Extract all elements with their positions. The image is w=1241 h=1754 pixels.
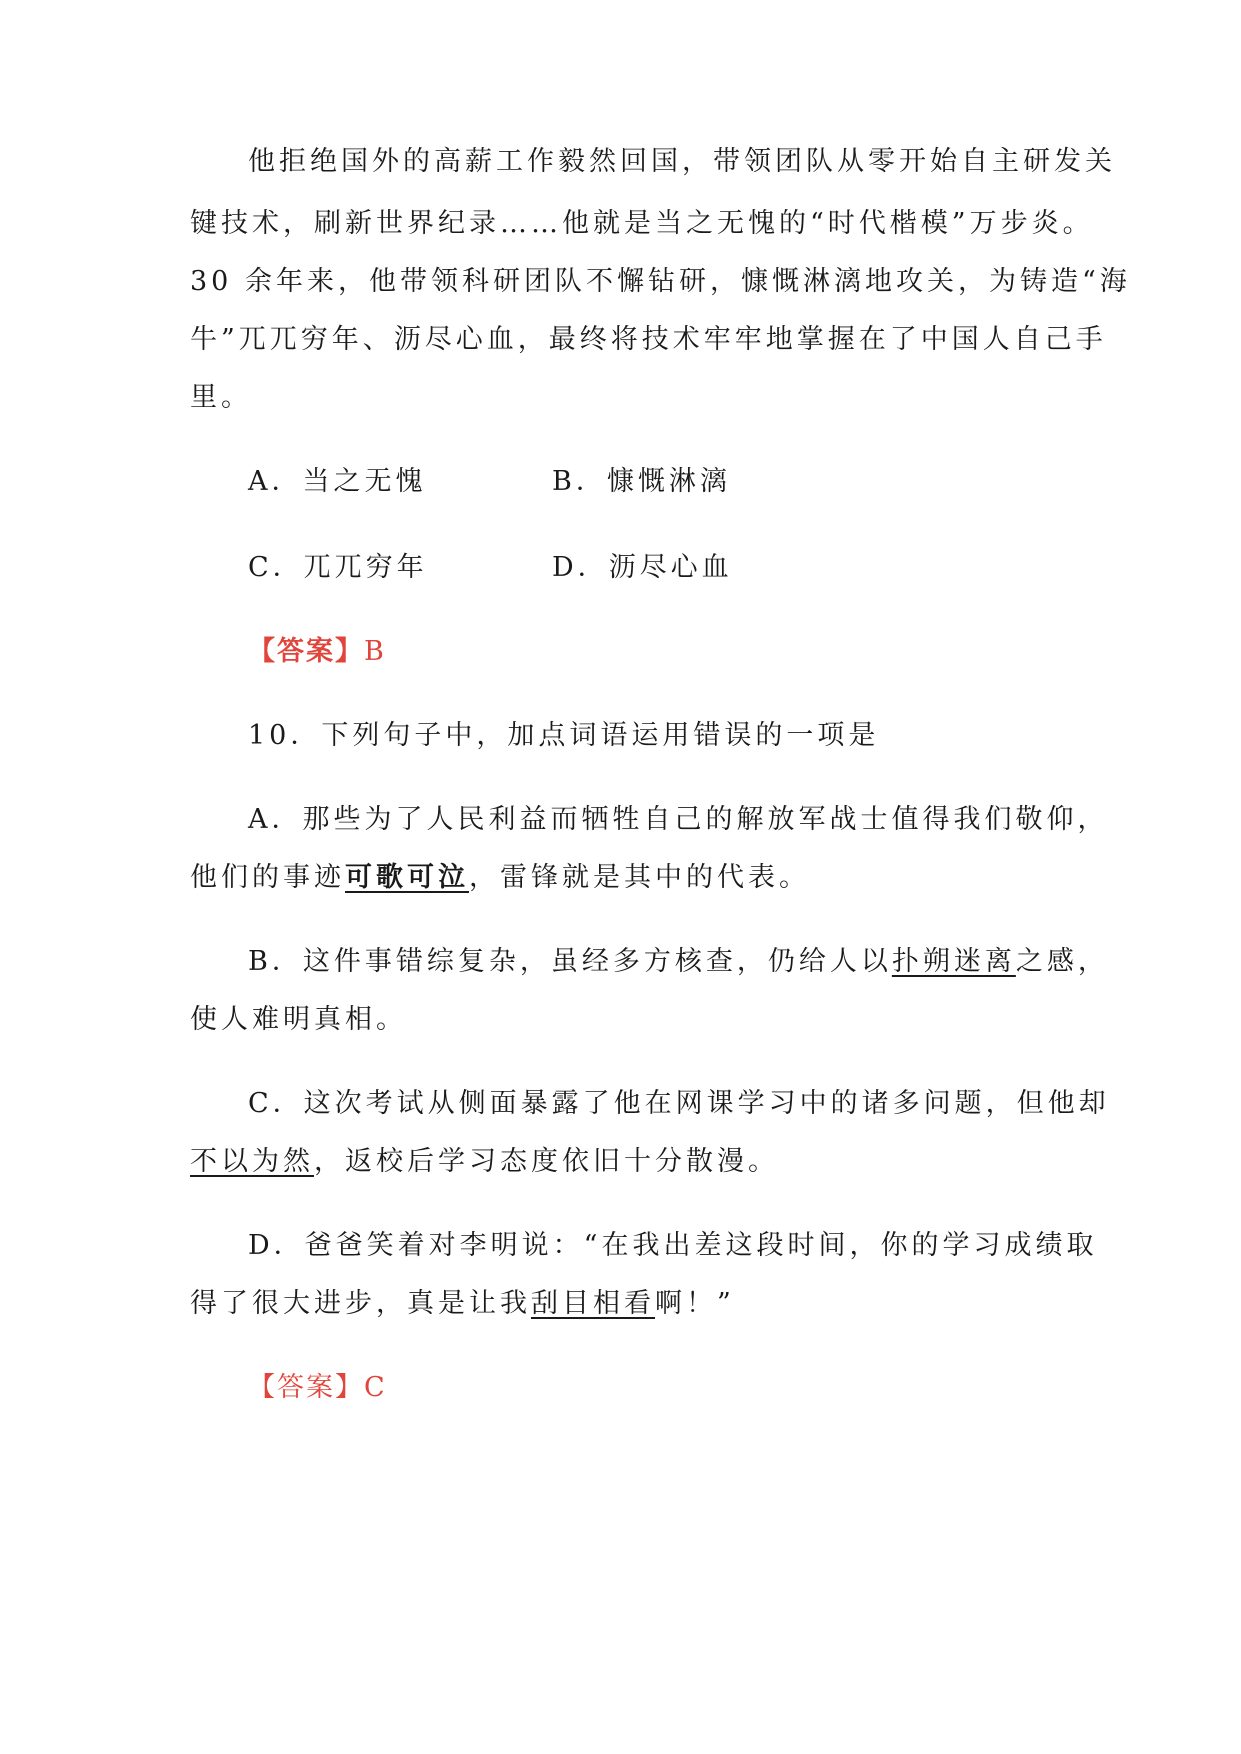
q10-b-term: 扑朔迷离 <box>891 946 1016 977</box>
q9-answer <box>248 632 386 672</box>
q9-option-a: A．当之无愧 <box>248 466 427 497</box>
answer-tag: 【答案】 <box>248 1372 364 1403</box>
q10-option-d-line-2 <box>190 1284 735 1324</box>
passage-line-2: 键技术，刷新世界纪录……他就是当之无愧的“时代楷模”万步炎。 <box>190 208 1094 239</box>
q10-a-pre: 他们的事迹 <box>190 862 345 893</box>
q9-option-b: B．慷慨淋漓 <box>552 466 731 497</box>
passage-line-1: 他拒绝国外的高薪工作毅然回国，带领团队从零开始自主研发关 <box>248 146 1116 177</box>
q10-b-pre: B．这件事错综复杂，虽经多方核查，仍给人以 <box>248 946 892 977</box>
q10-b-post: 之感， <box>1015 946 1109 977</box>
q10-option-c-line-2 <box>190 1142 779 1182</box>
passage-line-5: 里。 <box>190 382 252 413</box>
q10-option-b-line-2: 使人难明真相。 <box>190 1004 407 1035</box>
answer-value: C <box>364 1372 387 1403</box>
q10-d-pre: 得了很大进步，真是让我 <box>190 1288 531 1319</box>
q10-option-c-line-1: C．这次考试从侧面暴露了他在网课学习中的诸多问题，但他却 <box>248 1088 1110 1119</box>
q10-option-b-line-1 <box>248 942 1109 982</box>
q10-c-term: 不以为然 <box>190 1146 314 1177</box>
q10-d-term: 刮目相看 <box>531 1288 655 1319</box>
passage-line-3: 30 余年来，他带领科研团队不懈钻研，慷慨淋漓地攻关，为铸造“海 <box>190 266 1131 297</box>
answer-value: B <box>364 636 386 667</box>
q9-option-c: C．兀兀穷年 <box>248 552 428 583</box>
q10-stem: 10．下列句子中，加点词语运用错误的一项是 <box>248 720 880 751</box>
passage-line-4: 牛”兀兀穷年、沥尽心血，最终将技术牢牢地掌握在了中国人自己手 <box>190 324 1107 355</box>
q10-a-post: ，雷锋就是其中的代表。 <box>469 862 810 893</box>
answer-tag: 【答案】 <box>248 636 364 667</box>
q10-answer <box>248 1368 387 1408</box>
q10-option-a-line-2 <box>190 858 810 898</box>
q10-option-d-line-1: D．爸爸笑着对李明说：“在我出差这段时间，你的学习成绩取 <box>248 1230 1098 1261</box>
q9-option-d: D．沥尽心血 <box>552 552 733 583</box>
q10-option-a-line-1: A．那些为了人民利益而牺牲自己的解放军战士值得我们敬仰， <box>248 804 1109 835</box>
q10-d-post: 啊！” <box>655 1288 735 1319</box>
q10-a-term: 可歌可泣 <box>345 862 469 893</box>
q10-c-post: ，返校后学习态度依旧十分散漫。 <box>314 1146 779 1177</box>
